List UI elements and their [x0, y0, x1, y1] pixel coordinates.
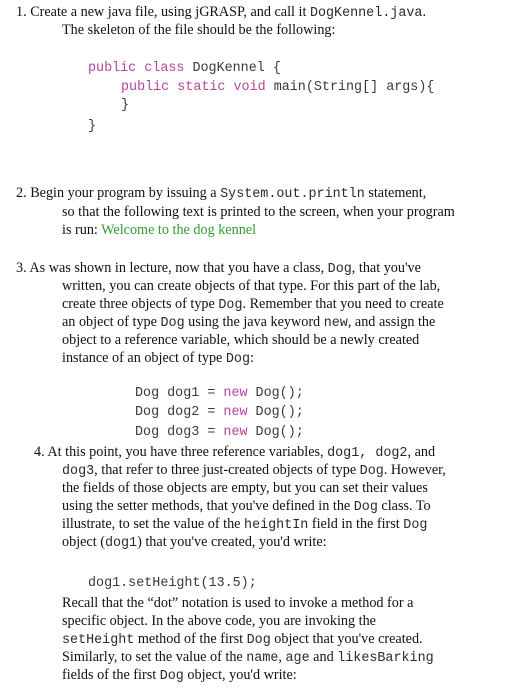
println-code: System.out.println — [220, 187, 365, 202]
recall-line3 — [62, 630, 423, 650]
keyword: new — [223, 425, 248, 440]
item3-line2: written, you can create objects of that type. For this part of the lab, — [62, 278, 441, 294]
keyword: public class — [88, 61, 185, 76]
item4-line4 — [62, 497, 431, 517]
item2-line2: so that the following text is printed to the screen, when your program — [62, 204, 455, 220]
class-code: Dog — [327, 262, 352, 277]
item4-text: , and — [407, 444, 436, 460]
item3-text: instance of an object of type — [62, 350, 226, 366]
item4-text: field in the first — [308, 516, 404, 532]
dog-decl-1 — [135, 385, 304, 403]
item3-text: an object of type — [62, 314, 161, 330]
skeleton-line4: } — [88, 119, 97, 134]
item4-line3: the fields of those objects are empty, but you can set their values — [62, 480, 428, 496]
item3-line1 — [16, 259, 421, 279]
item2-text: 2. Begin your program by issuing a — [16, 185, 221, 201]
recall-line1: Recall that the “dot” notation is used to invoke a method for a — [62, 595, 414, 611]
dog-decl-3 — [135, 424, 304, 442]
item3-text: 3. As was shown in lecture, now that you have a class, — [16, 260, 328, 276]
class-code: Dog — [160, 316, 185, 331]
code-text: main(String[] args){ — [265, 80, 435, 95]
field-code: age — [285, 651, 310, 666]
item4-text: 4. At this point, you have three reference variables, — [34, 444, 328, 460]
class-code: Dog — [246, 633, 271, 648]
item3-line4 — [62, 313, 435, 333]
item2-line1 — [16, 184, 426, 204]
code-text: Dog(); — [247, 425, 304, 440]
class-code: Dog — [159, 669, 184, 684]
class-code: Dog — [353, 500, 378, 515]
code-text: Dog dog3 — [135, 425, 200, 440]
class-code: Dog — [359, 464, 384, 479]
item4-text: object ( — [62, 534, 105, 550]
class-code: Dog — [225, 352, 250, 367]
item4-text: class. To — [377, 498, 431, 514]
keyword-code: new — [323, 316, 348, 331]
code-text: Dog(); — [247, 386, 304, 401]
item4-line5 — [62, 515, 427, 535]
code-text: = — [199, 425, 224, 440]
recall-line5 — [62, 666, 297, 686]
dog-decl-2 — [135, 404, 304, 422]
item3-line5: object to a reference variable, which should be a newly created — [62, 332, 420, 348]
item4-line2 — [62, 461, 446, 481]
code-text: Dog(); — [247, 405, 304, 420]
code-text: DogKennel { — [184, 61, 281, 76]
recall-text: object, you'd write: — [183, 667, 297, 683]
item3-text: . Remember that you need to create — [242, 296, 444, 312]
item1-line2: The skeleton of the file should be the following: — [62, 22, 336, 38]
item4-line6 — [62, 533, 327, 553]
item3-line3 — [62, 295, 444, 315]
welcome-text: Welcome to the dog kennel — [101, 222, 257, 238]
recall-line4 — [62, 648, 434, 668]
code-text: Dog dog2 — [135, 405, 200, 420]
item2-text: is run: — [62, 222, 102, 238]
item4-text: . However, — [383, 462, 446, 478]
skeleton-line3: } — [121, 98, 130, 113]
code-text: = — [199, 386, 224, 401]
item4-text: using the setter methods, that you've defined in the — [62, 498, 354, 514]
code-text: = — [199, 405, 224, 420]
item4-text: ) that you've created, you'd write: — [137, 534, 327, 550]
keyword: new — [223, 386, 248, 401]
item3-text: , that you've — [351, 260, 421, 276]
item3-text: : — [250, 350, 254, 366]
item2-text: statement, — [364, 185, 427, 201]
item3-text: , and assign the — [347, 314, 436, 330]
recall-line2: specific object. In the above code, you are invoking the — [62, 613, 376, 629]
item3-text: create three objects of type — [62, 296, 219, 312]
item1-punct: . — [422, 4, 426, 20]
filename-code: DogKennel.java — [309, 6, 423, 21]
item3-line6 — [62, 349, 254, 369]
recall-text: method of the first — [134, 631, 247, 647]
skeleton-line1 — [88, 60, 281, 78]
class-code: Dog — [218, 298, 243, 313]
setheight-code-line: dog1.setHeight(13.5); — [88, 576, 257, 591]
field-code: name — [246, 651, 279, 666]
recall-text: Similarly, to set the value of the — [62, 649, 247, 665]
variables-code: dog3 — [62, 464, 95, 479]
recall-text: and — [309, 649, 338, 665]
item1-text: 1. Create a new java file, using jGRASP, and call it — [16, 4, 310, 20]
item1-line1 — [16, 3, 426, 23]
item4-line1 — [34, 443, 435, 463]
item2-line3 — [62, 221, 256, 239]
variables-code: dog1, dog2 — [327, 446, 408, 461]
recall-text: fields of the first — [62, 667, 160, 683]
item4-text: , that refer to three just-created objects of type — [94, 462, 360, 478]
method-code: setHeight — [62, 633, 135, 648]
skeleton-line2 — [121, 79, 434, 97]
code-text: Dog dog1 — [135, 386, 200, 401]
variables-code: dog1 — [104, 536, 138, 551]
recall-text: , — [278, 649, 286, 665]
item3-text: using the java keyword — [184, 314, 324, 330]
keyword: new — [223, 405, 248, 420]
recall-text: object that you've created. — [270, 631, 423, 647]
class-code: Dog — [403, 518, 428, 533]
field-code: heightIn — [244, 518, 309, 533]
item4-text: illustrate, to set the value of the — [62, 516, 245, 532]
keyword: public static void — [121, 80, 266, 95]
field-code: likesBarking — [337, 651, 434, 666]
